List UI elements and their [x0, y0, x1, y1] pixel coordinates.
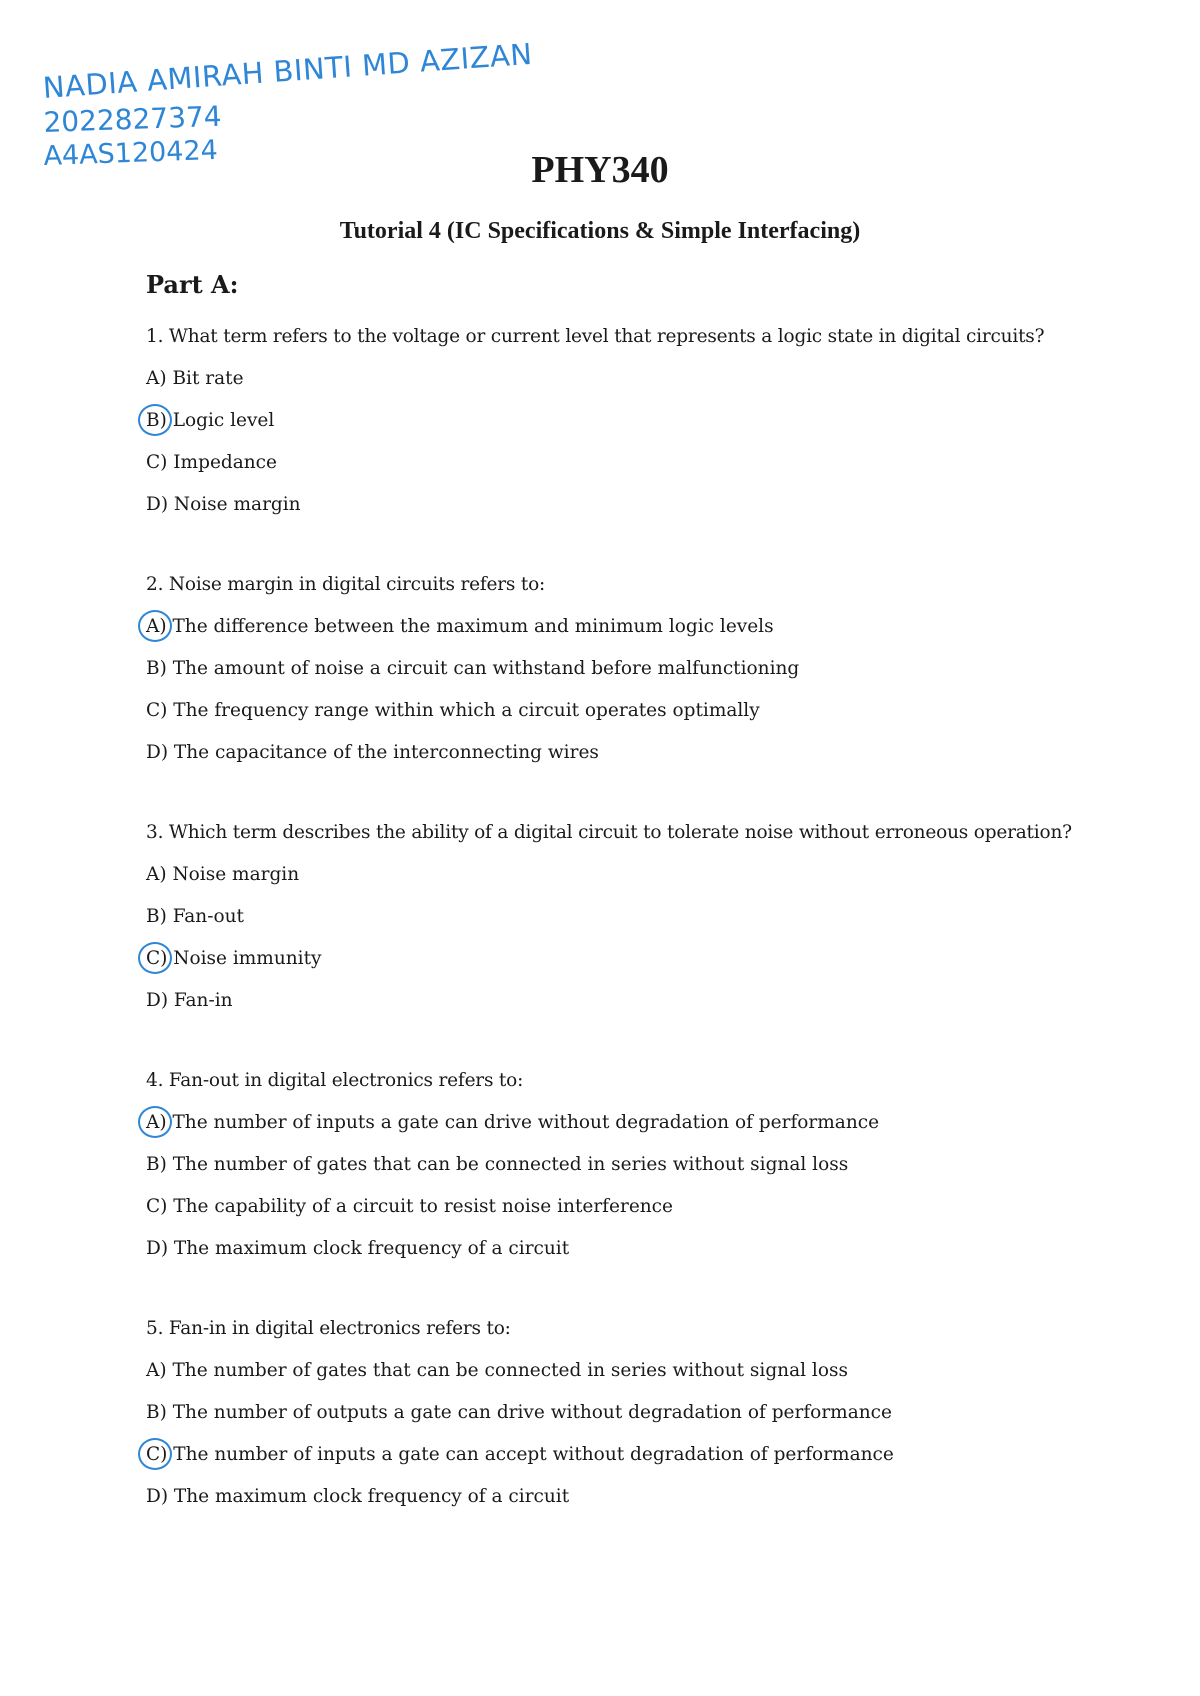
answer-option	[146, 980, 1156, 1022]
question-3	[146, 812, 1156, 1022]
question-5	[146, 1308, 1156, 1518]
answer-option	[146, 606, 1156, 648]
handwritten-student-id: 2022827374	[42, 99, 223, 139]
question-1	[146, 316, 1156, 526]
handwritten-name: NADIA AMIRAH BINTI MD AZIZAN	[41, 36, 534, 105]
course-code: PHY340	[531, 149, 669, 191]
answer-option-text: A) Bit rate	[146, 368, 244, 389]
answer-option	[146, 690, 1156, 732]
question-text: 5. Fan-in in digital electronics refers to:	[146, 1318, 511, 1339]
answer-option-text: B) The number of outputs a gate can drive without degradation of performance	[146, 1402, 892, 1423]
answer-option	[146, 442, 1156, 484]
answer-option-text: C) The frequency range within which a circuit operates optimally	[146, 700, 760, 721]
answer-option	[146, 732, 1156, 774]
answer-option	[146, 1392, 1156, 1434]
answer-option-text: A) The number of inputs a gate can drive without degradation of performance	[146, 1112, 880, 1133]
answer-option	[146, 1434, 1156, 1476]
answer-option-text: A) The difference between the maximum and minimum logic levels	[146, 616, 774, 637]
answer-option	[146, 484, 1156, 526]
answer-option	[146, 1350, 1156, 1392]
question-list	[146, 316, 1156, 1556]
question-4	[146, 1060, 1156, 1270]
question-text: 4. Fan-out in digital electronics refers to:	[146, 1070, 524, 1091]
answer-option	[146, 400, 1156, 442]
answer-option-text: B) Fan-out	[146, 906, 244, 927]
question-text: 3. Which term describes the ability of a digital circuit to tolerate noise without erroneous operation?	[146, 822, 1072, 843]
answer-option-text: D) Fan-in	[146, 990, 233, 1011]
answer-option-text: C) The capability of a circuit to resist noise interference	[146, 1196, 673, 1217]
answer-option-text: B) The amount of noise a circuit can withstand before malfunctioning	[146, 658, 800, 679]
answer-option-text: D) Noise margin	[146, 494, 301, 515]
answer-option-text: B) Logic level	[146, 410, 275, 431]
question-text: 2. Noise margin in digital circuits refers to:	[146, 574, 546, 595]
answer-option-text: B) The number of gates that can be connected in series without signal loss	[146, 1154, 849, 1175]
answer-option-text: A) Noise margin	[146, 864, 300, 885]
answer-option	[146, 1102, 1156, 1144]
question-text: 1. What term refers to the voltage or current level that represents a logic state in digital circuits?	[146, 326, 1045, 347]
answer-option-text: C) Impedance	[146, 452, 277, 473]
answer-option	[146, 1144, 1156, 1186]
answer-option-text: A) The number of gates that can be connected in series without signal loss	[146, 1360, 848, 1381]
answer-option	[146, 1476, 1156, 1518]
answer-option-text: D) The maximum clock frequency of a circuit	[146, 1238, 570, 1259]
question-2	[146, 564, 1156, 774]
handwritten-class-code: A4AS120424	[42, 134, 219, 172]
answer-option-text: C) The number of inputs a gate can accept without degradation of performance	[146, 1444, 894, 1465]
answer-option-text: D) The capacitance of the interconnecting wires	[146, 742, 599, 763]
tutorial-title: Tutorial 4 (IC Specifications & Simple Interfacing)	[339, 218, 861, 244]
part-heading: Part A:	[146, 270, 239, 299]
answer-option	[146, 648, 1156, 690]
answer-option-text: D) The maximum clock frequency of a circuit	[146, 1486, 570, 1507]
answer-option	[146, 358, 1156, 400]
answer-option	[146, 1186, 1156, 1228]
answer-option	[146, 938, 1156, 980]
answer-option	[146, 896, 1156, 938]
answer-option	[146, 1228, 1156, 1270]
answer-option-text: C) Noise immunity	[146, 948, 322, 969]
answer-option	[146, 854, 1156, 896]
